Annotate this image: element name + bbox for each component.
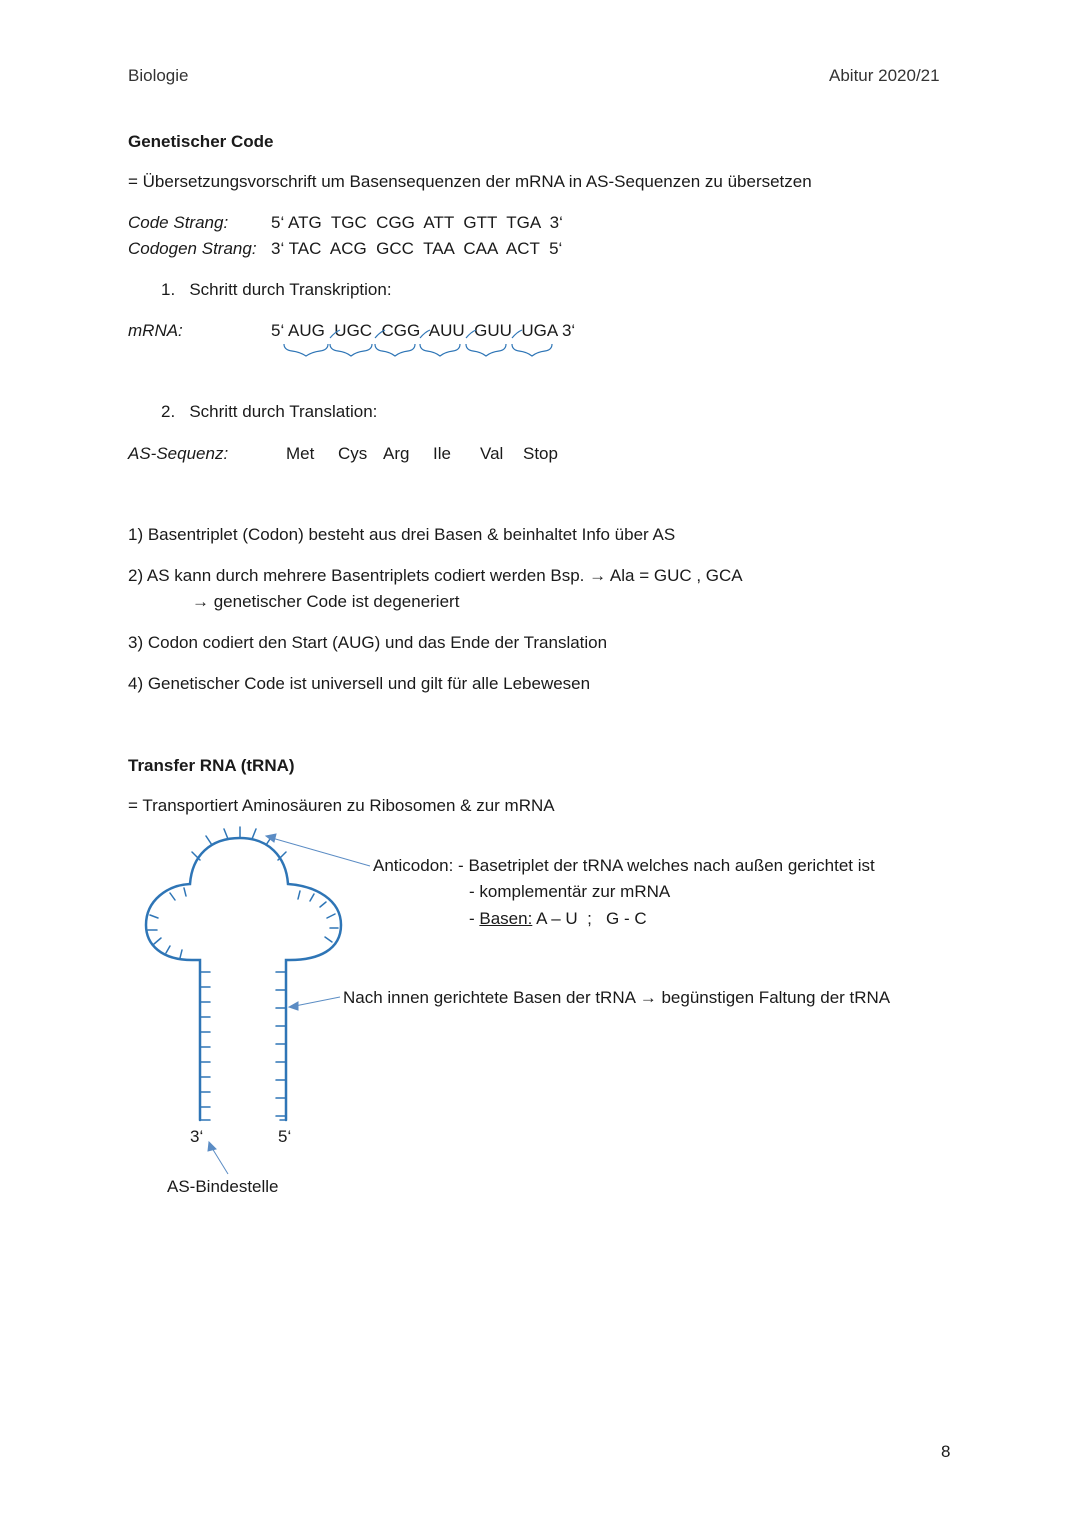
codon-brace [466,344,506,356]
trna-5-prime-end: 5‘ [278,1127,292,1146]
anticodon-description: Anticodon: - Basetriplet der tRNA welches nach außen gerichtet ist [373,856,875,875]
anticodon-arrow-head [266,834,276,842]
anticodon-bases [192,827,286,860]
step-1-transcription: 1. Schritt durch Transkription: [161,280,392,299]
inner-bases-arrow-head [289,1002,298,1010]
trna-structure [146,827,341,1120]
binding-site-arrow-head [208,1142,216,1151]
page-number: 8 [941,1442,951,1461]
codon-brace-ticks [330,330,522,338]
section-title-trna: Transfer RNA (tRNA) [128,756,295,775]
point-1: 1) Basentriplet (Codon) besteht aus drei Basen & beinhaltet Info über AS [128,525,676,544]
binding-site-arrow-line [212,1148,228,1174]
amino-acid: Met [286,444,315,463]
inner-bases-arrow-line [295,997,340,1006]
section-title-genetic-code: Genetischer Code [128,132,274,151]
stem-bases-right [276,972,286,1120]
code-strand-label: Code Strang: [128,213,229,232]
anticodon-bases-label: Basen: [479,909,533,928]
anticodon-bases-value: A – U ; G - C [532,909,647,928]
mrna-sequence: 5‘ AUG UGC CGG AUU GUU UGA 3‘ [271,321,576,340]
codon-braces [284,330,552,356]
header-year: Abitur 2020/21 [829,66,940,85]
step-2-translation: 2. Schritt durch Translation: [161,402,378,421]
amino-acid: Cys [338,444,368,463]
codon-brace [330,344,372,356]
amino-acid: Arg [383,444,410,463]
trna-3-prime-end: 3‘ [190,1127,204,1146]
point-2: 2) AS kann durch mehrere Basentriplets codiert werden Bsp. → Ala = GUC , GCA [128,566,743,585]
point-4: 4) Genetischer Code ist universell und gilt für alle Lebewesen [128,674,591,693]
amino-acid: Val [480,444,504,463]
header-subject: Biologie [128,66,189,85]
codogen-strand-label: Codogen Strang: [128,239,257,258]
trna-definition: = Transportiert Aminosäuren zu Ribosomen & zur mRNA [128,796,555,815]
point-3: 3) Codon codiert den Start (AUG) und das Ende der Translation [128,633,608,652]
right-loop-bases [298,891,338,942]
anticodon-bases-prefix: - [469,909,480,928]
codogen-strand-sequence: 3‘ TAC ACG GCC TAA CAA ACT 5‘ [271,239,563,258]
anticodon-complementary: - komplementär zur mRNA [469,882,671,901]
stem-bases-left [200,972,210,1120]
point-2-conclusion: → genetischer Code ist degeneriert [192,592,460,611]
code-strand-sequence: 5‘ ATG TGC CGG ATT GTT TGA 3‘ [271,213,563,232]
mrna-label: mRNA: [128,321,183,340]
genetic-code-definition: = Übersetzungsvorschrift um Basensequenzen der mRNA in AS-Sequenzen zu übersetzen [128,172,812,191]
codon-brace [375,344,415,356]
inner-bases-description: Nach innen gerichtete Basen der tRNA → begünstigen Faltung der tRNA [343,988,891,1007]
codon-brace [420,344,460,356]
as-binding-site-label: AS-Bindestelle [167,1177,279,1196]
codon-brace [512,344,552,356]
as-sequence-label: AS-Sequenz: [128,444,229,463]
amino-acid: Stop [523,444,558,463]
codon-brace [284,344,328,356]
trna-backbone [146,838,341,1120]
amino-acid: Ile [433,444,451,463]
